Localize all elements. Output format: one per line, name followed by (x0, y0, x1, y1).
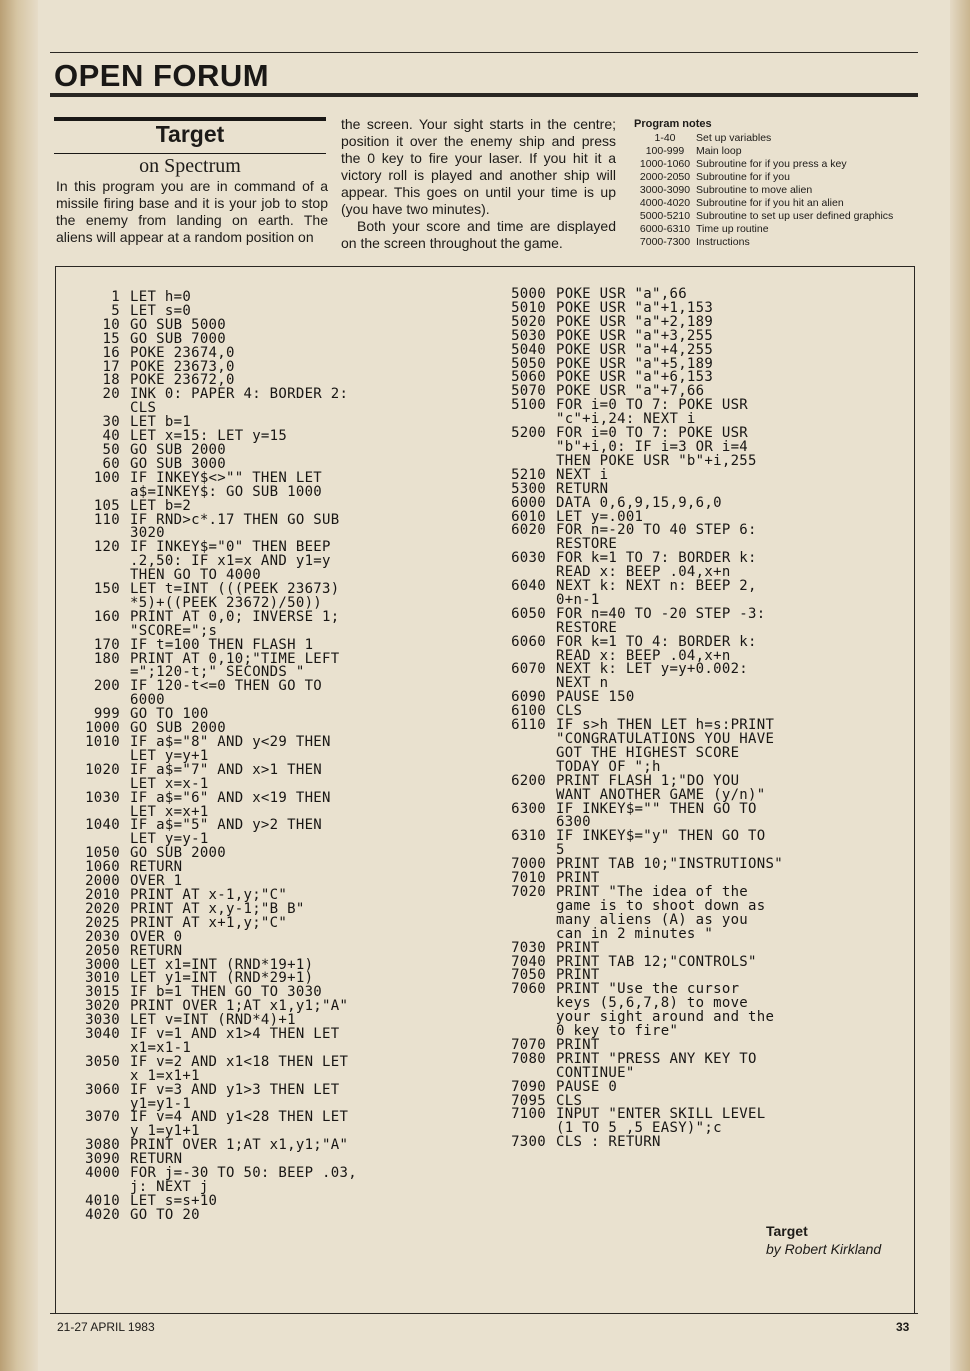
code-text: CLS (556, 703, 583, 720)
line-number: 18 (102, 372, 120, 389)
note-description: Set up variables (696, 132, 772, 144)
line-number: 2030 (85, 928, 120, 945)
code-text: PRINT (556, 967, 600, 984)
code-text: FOR n=-20 TO 40 STEP 6: (556, 522, 757, 539)
code-text: THEN GO TO 4000 (130, 567, 261, 584)
code-text: PRINT AT x-1,y;"C" (130, 886, 288, 903)
code-line (62, 680, 357, 694)
code-text: LET x1=INT (RND*19+1) (130, 956, 314, 973)
code-line (488, 605, 783, 622)
code-text: GO TO 100 (130, 706, 209, 723)
line-number: 5210 (511, 466, 546, 483)
code-text: LET h=0 (130, 289, 192, 305)
code-text: LET s=0 (130, 302, 192, 319)
code-text: GO TO 20 (130, 1206, 200, 1223)
code-text: RETURN (130, 1151, 183, 1168)
code-text: GOT THE HIGHEST SCORE (556, 744, 740, 761)
line-number: 7020 (511, 883, 546, 900)
code-text: POKE 23673,0 (130, 358, 235, 375)
credit-title: Target (766, 1223, 808, 1239)
intro-paragraph: Both your score and time are displayed on the screen throughout the game. (341, 218, 616, 251)
line-number: 3040 (85, 1026, 120, 1043)
note-range: 3000-3090 (639, 184, 691, 196)
code-text: READ x: BEEP .04,x+n (556, 564, 731, 581)
line-number: 6020 (511, 522, 546, 539)
code-text: OVER 0 (130, 928, 183, 945)
code-text: IF v=4 AND y1<28 THEN LET (130, 1109, 349, 1126)
code-text: IF b=1 THEN GO TO 3030 (130, 984, 323, 1001)
line-number: 7095 (511, 1092, 546, 1109)
code-text: LET b=1 (130, 414, 192, 431)
code-text: CONTINUE" (556, 1064, 635, 1081)
line-number: 3000 (85, 956, 120, 973)
code-text: LET y=y-1 (130, 831, 209, 848)
top-rule (50, 52, 918, 53)
line-number: 3020 (85, 998, 120, 1015)
footer-rule (50, 1313, 918, 1314)
code-text: 3020 (130, 525, 165, 542)
intro-paragraph: the screen. Your sight starts in the centre; position it over the enemy ship and press the 0 key to fire your laser. If you hit it a victory roll is played and another ship will appear. This goes on until your time is up (you have two minutes). (341, 116, 616, 217)
code-text: many aliens (A) as you (556, 911, 749, 928)
line-number: 7010 (511, 870, 546, 887)
code-text: PRINT OVER 1;AT x1,y1;"A" (130, 998, 349, 1015)
code-text: 6000 (130, 692, 165, 709)
note-description: Subroutine for if you (696, 171, 790, 183)
note-range: 7000-7300 (639, 236, 691, 248)
note-description: Subroutine to set up user defined graphics (696, 210, 894, 222)
note-range: 5000-5210 (639, 210, 691, 222)
code-text: LET x=x+1 (130, 803, 209, 820)
intro-paragraph: In this program you are in command of a missile firing base and it is your job to stop the enemy from landing on earth. The aliens will appear at a random position on (56, 178, 328, 245)
line-number: 17 (102, 358, 120, 375)
code-text: GO SUB 5000 (130, 316, 227, 333)
code-line (488, 830, 783, 844)
code-text: INK 0: PAPER 4: BORDER 2: (130, 386, 349, 403)
code-text: IF t=100 THEN FLASH 1 (130, 636, 314, 653)
code-text: 6300 (556, 814, 591, 831)
line-number: 2050 (85, 942, 120, 959)
line-number: 2010 (85, 886, 120, 903)
line-number: 5000 (511, 286, 546, 302)
line-number: 5060 (511, 369, 546, 386)
section-title: OPEN FORUM (54, 58, 270, 93)
code-text: PRINT TAB 10;"INSTRUTIONS" (556, 856, 783, 873)
line-number: 3030 (85, 1012, 120, 1029)
line-number: 2000 (85, 873, 120, 890)
code-line (62, 1053, 357, 1070)
line-number: 7050 (511, 967, 546, 984)
code-text: PRINT AT 0,0; INVERSE 1; (130, 608, 340, 625)
code-text: POKE USR "a"+1,153 (556, 299, 714, 316)
program-notes-heading: Program notes (634, 118, 712, 130)
code-text: LET y1=INT (RND*29+1) (130, 970, 314, 987)
program-note-row (634, 145, 924, 158)
line-number: 15 (102, 330, 120, 347)
code-text: a$=INKEY$: GO SUB 1000 (130, 483, 323, 500)
line-number: 7080 (511, 1050, 546, 1067)
code-text: PRINT AT 0,10;"TIME LEFT (130, 650, 340, 667)
code-text: PRINT "Use the cursor (556, 981, 740, 998)
line-number: 150 (93, 581, 120, 598)
line-number: 1010 (85, 734, 120, 750)
line-number: 180 (93, 650, 120, 667)
code-text: LET b=2 (130, 497, 192, 514)
line-number: 6000 (511, 494, 546, 511)
line-number: 3080 (85, 1137, 120, 1154)
program-note-row (634, 223, 924, 236)
line-number: 120 (93, 539, 120, 556)
line-number: 10 (102, 316, 120, 333)
code-text: POKE USR "a"+3,255 (556, 327, 714, 344)
line-number: 6300 (511, 800, 546, 817)
program-notes-list (634, 132, 924, 249)
line-number: 5050 (511, 355, 546, 372)
code-text: x 1=x1+1 (130, 1067, 200, 1084)
code-text: POKE 23674,0 (130, 344, 235, 361)
code-text: POKE USR "a",66 (556, 286, 687, 302)
note-description: Main loop (696, 145, 742, 157)
credit-author: by Robert Kirkland (766, 1241, 882, 1257)
code-text: IF v=3 AND y1>3 THEN LET (130, 1081, 340, 1098)
line-number: 6050 (511, 605, 546, 622)
code-text: .2,50: IF x1=x AND y1=y (130, 553, 331, 570)
code-text: DATA 0,6,9,15,9,6,0 (556, 494, 722, 511)
note-range: 1-40 (654, 132, 676, 144)
code-line (62, 1081, 357, 1098)
line-number: 1040 (85, 817, 120, 834)
program-credit (766, 1222, 881, 1258)
code-text: j: NEXT j (130, 1179, 209, 1195)
code-text: x1=x1-1 (130, 1039, 192, 1056)
line-number: 2025 (85, 914, 120, 931)
line-number: 6090 (511, 689, 546, 706)
line-number: 3090 (85, 1151, 120, 1168)
code-text: *5)+((PEEK 23672)/50)) (130, 594, 323, 611)
line-number: 4010 (85, 1192, 120, 1209)
code-text: NEXT k: NEXT n: BEEP 2, (556, 578, 757, 595)
code-line (488, 1050, 783, 1067)
line-number: 6100 (511, 703, 546, 720)
code-text: POKE USR "a"+6,153 (556, 369, 714, 386)
line-number: 7100 (511, 1106, 546, 1123)
line-number: 4000 (85, 1165, 120, 1182)
program-note-row (634, 210, 924, 223)
line-number: 1 (111, 289, 120, 305)
note-description: Subroutine for if you press a key (696, 158, 847, 170)
code-text: RETURN (556, 480, 609, 497)
code-text: IF a$="7" AND x>1 THEN (130, 761, 323, 778)
code-text: PRINT (556, 870, 600, 887)
line-number: 160 (93, 608, 120, 625)
code-text: PRINT (556, 939, 600, 956)
code-text: FOR n=40 TO -20 STEP -3: (556, 605, 766, 622)
code-text: PRINT TAB 12;"CONTROLS" (556, 953, 757, 970)
code-text: 5 (556, 842, 565, 859)
line-number: 5040 (511, 341, 546, 358)
program-note-row (634, 171, 924, 184)
code-text: PAUSE 150 (556, 689, 635, 706)
code-text: TODAY OF ";h (556, 758, 661, 775)
code-text: IF a$="5" AND y>2 THEN (130, 817, 323, 834)
code-line (488, 800, 783, 817)
line-number: 1050 (85, 845, 120, 862)
code-text: FOR k=1 TO 7: BORDER k: (556, 550, 757, 567)
code-text: NEXT k: LET y=y+0.002: (556, 661, 749, 678)
line-number: 5 (111, 302, 120, 319)
note-range: 4000-4020 (639, 197, 691, 209)
code-line (488, 663, 783, 677)
code-text: PRINT OVER 1;AT x1,y1;"A" (130, 1137, 349, 1154)
code-text: POKE USR "a"+5,189 (556, 355, 714, 372)
title-underline (54, 153, 326, 154)
line-number: 3060 (85, 1081, 120, 1098)
code-text: GO SUB 7000 (130, 330, 227, 347)
line-number: 6040 (511, 578, 546, 595)
page-gutter-shadow (0, 0, 38, 1371)
article-title: Target (155, 121, 225, 147)
code-text: 0 key to fire" (556, 1023, 679, 1040)
code-text: CLS (556, 1092, 583, 1109)
line-number: 6060 (511, 633, 546, 650)
line-number: 110 (93, 511, 120, 528)
code-text: GO SUB 2000 (130, 441, 227, 458)
program-note-row (634, 158, 924, 171)
code-line (62, 511, 357, 528)
code-text: IF a$="6" AND x<19 THEN (130, 789, 331, 806)
note-range: 2000-2050 (639, 171, 691, 183)
listing-left-column (62, 291, 357, 1223)
code-text: LET y=y+1 (130, 747, 209, 764)
note-range: 1000-1060 (639, 158, 691, 170)
code-text: RETURN (130, 859, 183, 876)
note-description: Subroutine to move alien (696, 184, 813, 196)
code-text: your sight around and the (556, 1009, 775, 1026)
code-text: can in 2 minutes " (556, 925, 714, 942)
program-notes (634, 118, 924, 249)
line-number: 7000 (511, 856, 546, 873)
code-text: CLS : RETURN (556, 1134, 661, 1151)
line-number: 7060 (511, 981, 546, 998)
code-line (62, 1206, 357, 1223)
code-text: GO SUB 3000 (130, 455, 227, 472)
code-text: "CONGRATULATIONS YOU HAVE (556, 731, 775, 747)
code-text: CLS (130, 400, 157, 417)
code-text: "b"+i,0: IF i=3 OR i=4 (556, 438, 749, 455)
intro-column-2 (341, 116, 616, 252)
line-number: 200 (93, 678, 120, 695)
code-text: LET s=s+10 (130, 1192, 218, 1209)
code-text: FOR k=1 TO 4: BORDER k: (556, 633, 757, 650)
line-number: 50 (102, 441, 120, 458)
line-number: 5200 (511, 425, 546, 442)
code-text: RESTORE (556, 536, 618, 553)
line-number: 6010 (511, 508, 546, 525)
line-number: 7040 (511, 953, 546, 970)
listing-right-column (488, 288, 783, 1150)
code-text: LET y=.001 (556, 508, 644, 525)
code-line (62, 1167, 357, 1181)
code-line (62, 388, 357, 402)
code-line (62, 761, 357, 778)
line-number: 5010 (511, 299, 546, 316)
code-text: FOR i=0 TO 7: POKE USR (556, 397, 749, 414)
line-number: 105 (93, 497, 120, 514)
line-number: 170 (93, 636, 120, 653)
line-number: 7030 (511, 939, 546, 956)
code-text: WANT ANOTHER GAME (y/n)" (556, 786, 766, 803)
code-text: POKE USR "a"+2,189 (556, 313, 714, 330)
code-text: 0+n-1 (556, 591, 600, 608)
code-text: RETURN (130, 942, 183, 959)
code-text: LET x=15: LET y=15 (130, 428, 288, 445)
program-note-row (634, 197, 924, 210)
line-number: 7090 (511, 1078, 546, 1095)
code-text: GO SUB 2000 (130, 845, 227, 862)
code-line (488, 580, 783, 594)
code-text: "SCORE=";s (130, 622, 218, 639)
code-text: FOR j=-30 TO 50: BEEP .03, (130, 1165, 357, 1182)
code-text: OVER 1 (130, 873, 183, 890)
code-text: IF RND>c*.17 THEN GO SUB (130, 511, 340, 528)
line-number: 6030 (511, 550, 546, 567)
code-text: PRINT AT x+1,y;"C" (130, 914, 288, 931)
line-number: 5070 (511, 383, 546, 400)
line-number: 100 (93, 469, 120, 486)
line-number: 3070 (85, 1109, 120, 1126)
line-number: 20 (102, 386, 120, 403)
code-text: THEN POKE USR "b"+i,255 (556, 452, 757, 469)
code-text: IF v=1 AND x1>4 THEN LET (130, 1026, 340, 1043)
line-number: 16 (102, 344, 120, 361)
page-edge-shadow (950, 0, 970, 1371)
line-number: 6110 (511, 717, 546, 734)
line-number: 1060 (85, 859, 120, 876)
code-text: FOR i=0 TO 7: POKE USR (556, 425, 749, 442)
line-number: 60 (102, 455, 120, 472)
line-number: 6310 (511, 828, 546, 845)
code-text: IF INKEY$<>"" THEN LET (130, 469, 323, 486)
code-text: y 1=y1+1 (130, 1123, 200, 1140)
line-number: 7300 (511, 1134, 546, 1151)
note-description: Subroutine for if you hit an alien (696, 197, 844, 209)
code-text: POKE USR "a"+4,255 (556, 341, 714, 358)
code-text: IF INKEY$="0" THEN BEEP (130, 539, 331, 556)
code-text: game is to shoot down as (556, 897, 766, 914)
code-text: LET v=INT (RND*4)+1 (130, 1012, 296, 1029)
code-text: PRINT (556, 1036, 600, 1053)
code-text: =";120-t;" SECONDS " (130, 664, 305, 681)
line-number: 3010 (85, 970, 120, 987)
line-number: 1030 (85, 789, 120, 806)
line-number: 1000 (85, 720, 120, 737)
code-text: keys (5,6,7,8) to move (556, 995, 749, 1012)
code-text: IF s>h THEN LET h=s:PRINT (556, 717, 775, 734)
code-line (488, 524, 783, 538)
line-number: 6200 (511, 772, 546, 789)
code-line (62, 1111, 357, 1125)
code-text: POKE 23672,0 (130, 372, 235, 389)
code-text: LET x=x-1 (130, 775, 209, 792)
code-text: RESTORE (556, 619, 618, 636)
line-number: 1020 (85, 761, 120, 778)
program-note-row (634, 132, 924, 145)
code-text: PAUSE 0 (556, 1078, 618, 1095)
code-line (62, 1028, 357, 1042)
header-rule (50, 93, 918, 97)
line-number: 30 (102, 414, 120, 431)
code-line (488, 1136, 783, 1150)
line-number: 3050 (85, 1053, 120, 1070)
code-text: GO SUB 2000 (130, 720, 227, 737)
code-text: READ x: BEEP .04,x+n (556, 647, 731, 664)
page-number: 33 (896, 1320, 910, 1334)
code-text: PRINT "The idea of the (556, 883, 749, 900)
line-number: 5300 (511, 480, 546, 497)
code-text: y1=y1-1 (130, 1095, 192, 1112)
line-number: 4020 (85, 1206, 120, 1223)
code-text: NEXT n (556, 675, 609, 692)
code-text: (1 TO 5 ,5 EASY)";c (556, 1120, 722, 1137)
code-text: NEXT i (556, 466, 609, 483)
code-line (62, 819, 357, 833)
code-text: IF INKEY$="" THEN GO TO (556, 800, 757, 817)
code-text: PRINT AT x,y-1;"B B" (130, 900, 305, 917)
code-text: "c"+i,24: NEXT i (556, 411, 696, 428)
code-line (62, 291, 357, 305)
program-note-row (634, 184, 924, 197)
note-range: 100-999 (645, 145, 685, 157)
line-number: 5020 (511, 313, 546, 330)
line-number: 6070 (511, 661, 546, 678)
issue-date: 21-27 APRIL 1983 (57, 1320, 155, 1334)
program-note-row (634, 236, 924, 249)
line-number: 2020 (85, 900, 120, 917)
code-line (62, 789, 357, 806)
code-text: LET t=INT (((PEEK 23673) (130, 581, 340, 598)
code-text: INPUT "ENTER SKILL LEVEL (556, 1106, 766, 1123)
line-number: 5030 (511, 327, 546, 344)
article-subtitle: on Spectrum (139, 155, 241, 177)
code-text: IF a$="8" AND y<29 THEN (130, 734, 331, 750)
intro-column-1 (56, 178, 328, 246)
code-text: PRINT "PRESS ANY KEY TO (556, 1050, 757, 1067)
code-text: IF 120-t<=0 THEN GO TO (130, 678, 323, 695)
code-line (62, 736, 357, 750)
note-description: Time up routine (696, 223, 769, 235)
code-text: IF INKEY$="y" THEN GO TO (556, 828, 766, 845)
line-number: 7070 (511, 1036, 546, 1053)
line-number: 40 (102, 428, 120, 445)
code-text: IF v=2 AND x1<18 THEN LET (130, 1053, 349, 1070)
note-description: Instructions (696, 236, 750, 248)
note-range: 6000-6310 (639, 223, 691, 235)
line-number: 3015 (85, 984, 120, 1001)
line-number: 5100 (511, 397, 546, 414)
code-text: PRINT FLASH 1;"DO YOU (556, 772, 740, 789)
code-text: POKE USR "a"+7,66 (556, 383, 705, 400)
line-number: 999 (93, 706, 120, 723)
